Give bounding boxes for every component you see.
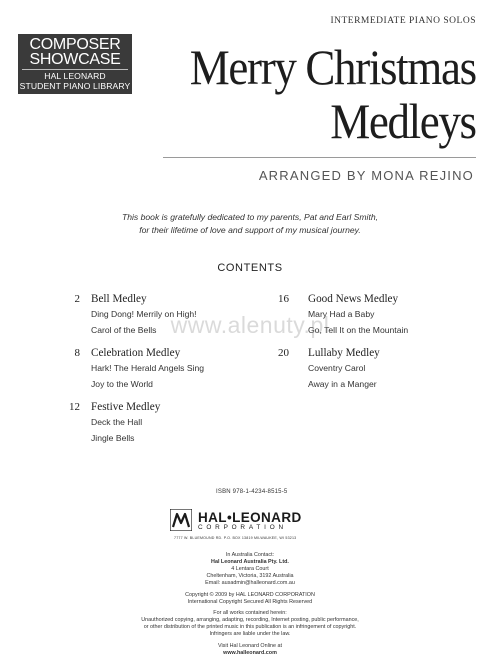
toc-song: Jingle Bells xyxy=(91,433,135,443)
toc-song: Coventry Carol xyxy=(308,363,366,373)
publisher-corporation: CORPORATION xyxy=(198,524,287,531)
toc-medley-title: Lullaby Medley xyxy=(308,347,380,359)
series-subtitle-line1: HAL LEONARD xyxy=(44,71,106,81)
publisher-address: 7777 W. BLUEMOUND RD. P.O. BOX 13819 MILWAUKEE, WI 53213 xyxy=(174,536,297,540)
dedication-line2: for their lifetime of love and support of my musical journey. xyxy=(139,225,361,235)
toc-song: Mary Had a Baby xyxy=(308,309,375,319)
copyright-line1: Copyright © 2009 by HAL LEONARD CORPORATION xyxy=(185,592,315,598)
australia-street: 4 Lentara Court xyxy=(231,566,269,572)
toc-song: Ding Dong! Merrily on High! xyxy=(91,309,197,319)
toc-medley-title: Good News Medley xyxy=(308,293,399,305)
toc-medley-title: Bell Medley xyxy=(91,293,147,305)
title-divider xyxy=(163,157,476,158)
series-badge xyxy=(18,34,132,94)
notice-line2: Unauthorized copying, arranging, adapting, recording, Internet posting, public performance, xyxy=(141,617,359,623)
level-label: INTERMEDIATE PIANO SOLOS xyxy=(330,16,476,26)
toc-song: Deck the Hall xyxy=(91,417,143,427)
toc-page-number: 8 xyxy=(74,347,80,359)
copyright-line2: International Copyright Secured All Rights Reserved xyxy=(187,599,313,605)
dedication xyxy=(0,211,500,237)
series-title-line2: SHOWCASE xyxy=(29,51,121,68)
notice-line1: For all works contained herein: xyxy=(213,610,287,616)
toc-page-number: 12 xyxy=(69,401,80,413)
book-title-line2: Medleys xyxy=(330,93,476,149)
publisher-mark-icon xyxy=(170,509,192,531)
toc-page-number: 2 xyxy=(74,293,80,305)
contents-heading: CONTENTS xyxy=(217,262,283,274)
dedication-line1: This book is gratefully dedicated to my parents, Pat and Earl Smith, xyxy=(121,212,379,222)
badge-divider xyxy=(22,69,128,70)
australia-heading: In Australia Contact: xyxy=(225,552,275,558)
australia-city: Cheltenham, Victoria, 3192 Australia xyxy=(206,573,294,579)
watermark: www.alenuty.pl xyxy=(170,312,330,338)
isbn: ISBN 978-1-4234-8515-5 xyxy=(216,489,288,495)
publisher-logo xyxy=(170,509,330,547)
toc-medley-title: Celebration Medley xyxy=(91,347,181,359)
notice-line3: or other distribution of the printed music in this publication is an infringement of copyright. xyxy=(143,624,357,630)
book-title-line1: Merry Christmas xyxy=(190,39,476,95)
online-info xyxy=(0,643,500,657)
toc-page-number: 16 xyxy=(278,293,289,305)
copyright-notice xyxy=(0,592,500,606)
infringement-notice xyxy=(0,610,500,638)
toc-song: Go, Tell It on the Mountain xyxy=(308,325,409,335)
book-title xyxy=(190,40,476,148)
series-title-line1: COMPOSER xyxy=(29,36,121,53)
toc-song: Hark! The Herald Angels Sing xyxy=(91,363,205,373)
toc-song: Away in a Manger xyxy=(308,379,377,389)
publisher-website-link[interactable]: www.halleonard.com xyxy=(223,650,277,656)
toc-page-number: 20 xyxy=(278,347,289,359)
australia-email: Email: ausadmin@halleonard.com.au xyxy=(205,580,295,586)
toc-medley-title: Festive Medley xyxy=(91,401,161,413)
toc-song: Carol of the Bells xyxy=(91,325,157,335)
toc-song: Joy to the World xyxy=(91,379,153,389)
online-line1: Visit Hal Leonard Online at xyxy=(217,643,283,649)
series-subtitle-line2: STUDENT PIANO LIBRARY xyxy=(19,81,131,91)
notice-line4: Infringers are liable under the law. xyxy=(209,631,291,637)
australia-company: Hal Leonard Australia Pty. Ltd. xyxy=(211,559,289,565)
publisher-name: HAL•LEONARD xyxy=(198,510,302,525)
australia-contact xyxy=(0,552,500,587)
arranger-credit: ARRANGED BY MONA REJINO xyxy=(258,168,474,183)
